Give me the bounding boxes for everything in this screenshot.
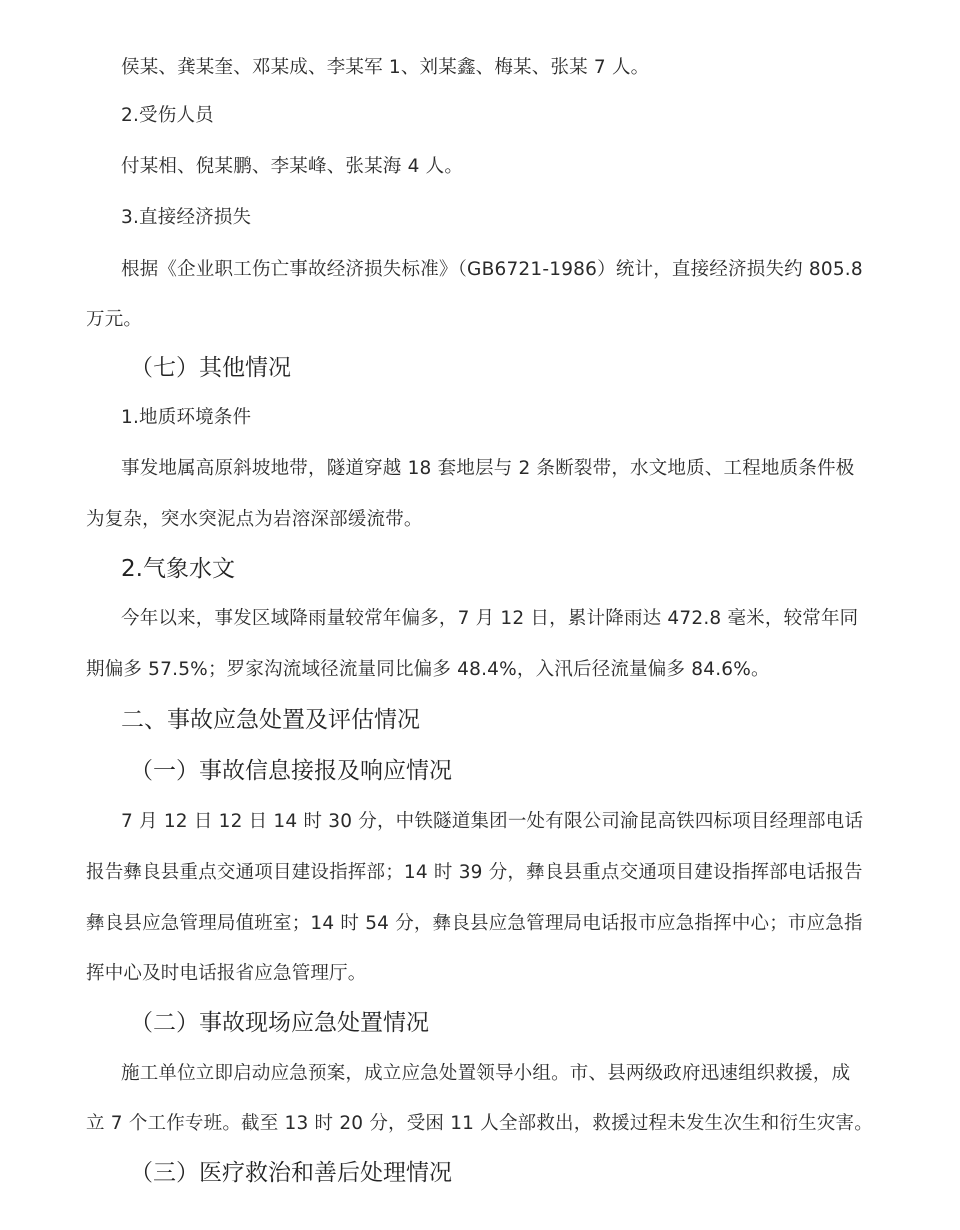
paragraph-geology-line-2: 为复杂，突水突泥点为岩溶深部缓流带。 [86, 509, 423, 530]
paragraph-geology-line-1: 事发地属高原斜坡地带，隧道穿越 18 套地层与 2 条断裂带，水文地质、工程地质条件极 [121, 458, 855, 479]
paragraph-weather-line-2: 期偏多 57.5%；罗家沟流域径流量同比偏多 48.4%，入汛后径流量偏多 84.6%。 [86, 659, 770, 680]
heading-medical-aftermath: （三）医疗救治和善后处理情况 [130, 1160, 452, 1186]
heading-other-situation: （七）其他情况 [130, 355, 291, 381]
paragraph-info-line-3: 彝良县应急管理局值班室；14 时 54 分，彝良县应急管理局电话报市应急指挥中心；市应急指 [86, 913, 863, 934]
paragraph-deceased-names: 侯某、龚某奎、邓某成、李某军 1、刘某鑫、梅某、张某 7 人。 [121, 57, 650, 78]
heading-geology: 1.地质环境条件 [121, 407, 252, 428]
heading-direct-loss: 3.直接经济损失 [121, 207, 252, 228]
heading-info-response: （一）事故信息接报及响应情况 [130, 758, 452, 784]
paragraph-injured-names: 付某相、倪某鹏、李某峰、张某海 4 人。 [121, 156, 464, 177]
paragraph-scene-line-2: 立 7 个工作专班。截至 13 时 20 分，受困 11 人全部救出，救援过程未发生次生和衍生灾害。 [86, 1113, 873, 1134]
heading-section-two: 二、事故应急处置及评估情况 [121, 707, 420, 733]
paragraph-loss-line-2: 万元。 [86, 309, 143, 330]
paragraph-info-line-2: 报告彝良县重点交通项目建设指挥部；14 时 39 分，彝良县重点交通项目建设指挥部电话报告 [86, 862, 863, 883]
paragraph-info-line-4: 挥中心及时电话报省应急管理厅。 [86, 963, 367, 984]
paragraph-loss-line-1: 根据《企业职工伤亡事故经济损失标准》（GB6721-1986）统计，直接经济损失约 805.8 [121, 259, 863, 280]
paragraph-info-line-1: 7 月 12 日 12 日 14 时 30 分，中铁隧道集团一处有限公司渝昆高铁四标项目经理部电话 [121, 811, 864, 832]
paragraph-weather-line-1: 今年以来，事发区域降雨量较常年偏多，7 月 12 日，累计降雨达 472.8 毫米，较常年同 [121, 608, 859, 629]
heading-weather: 2.气象水文 [121, 556, 235, 582]
paragraph-scene-line-1: 施工单位立即启动应急预案，成立应急处置领导小组。市、县两级政府迅速组织救援，成 [121, 1063, 851, 1084]
heading-scene-handling: （二）事故现场应急处置情况 [130, 1010, 429, 1036]
heading-injured: 2.受伤人员 [121, 105, 214, 126]
